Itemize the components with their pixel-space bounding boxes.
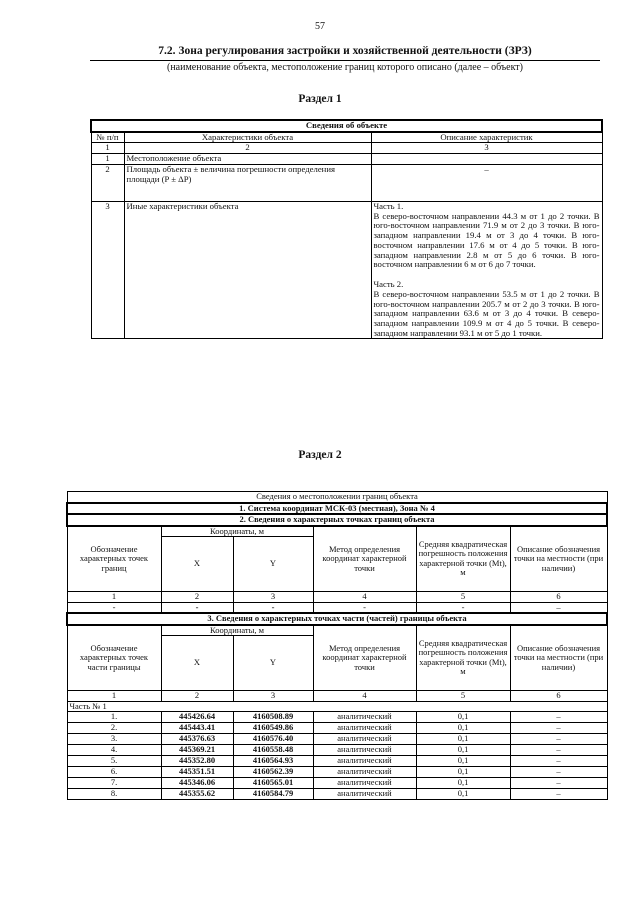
point-number: 1.	[67, 712, 161, 723]
point-y: 4160558.48	[233, 745, 313, 756]
page-number: 57	[315, 21, 325, 32]
point-number: 5.	[67, 756, 161, 767]
point-number: 2.	[67, 723, 161, 734]
point-method: аналитический	[313, 723, 416, 734]
point-x: 445346.06	[161, 778, 233, 789]
point-desc: –	[510, 745, 607, 756]
object-info-table	[90, 119, 603, 339]
point-y: 4160564.93	[233, 756, 313, 767]
part1-text: В северо-восточном направлении 44.3 м от 1 до 2 точки. В юго-восточном направлении 71.9 м от 2 до 3 точки. В юго-западном направлении 19.4 м от 3 до 4 точки. В юго-восточном направлении 17.6 м от 4 до 5 точки. В юго-западном направлении 2.8 м от 5 до 6 точки. В юго-восточном направлении 6 м от 6 до 7 точки.	[373, 210, 600, 270]
table-row	[67, 745, 607, 756]
empty-cell: -	[416, 602, 510, 613]
object-info-title: Сведения об объекте	[91, 120, 602, 132]
col-header-description: Описание характеристик	[371, 132, 602, 143]
col-number: 3	[371, 143, 602, 154]
point-x: 445351.51	[161, 767, 233, 778]
h1-x: X	[161, 537, 233, 592]
row-description	[371, 154, 602, 165]
point-error: 0,1	[416, 723, 510, 734]
points-title: 2. Сведения о характерных точках границ объекта	[67, 514, 607, 526]
h2-error: Средняя квадратическая погрешность положения характерной точки (Mt), м	[416, 625, 510, 691]
point-desc: –	[510, 789, 607, 800]
point-error: 0,1	[416, 778, 510, 789]
h2-coords: Координаты, м	[161, 625, 313, 636]
table-row	[67, 712, 607, 723]
point-error: 0,1	[416, 712, 510, 723]
point-x: 445443.41	[161, 723, 233, 734]
boundary-table-title: Сведения о местоположении границ объекта	[67, 492, 607, 503]
col-number: 4	[313, 592, 416, 603]
empty-cell: -	[161, 602, 233, 613]
part2-text: В северо-восточном направлении 53.5 м от 1 до 2 точки. В юго-восточном направлении 205.7 м от 2 до 3 точки. В юго-западном направлении 63.6 м от 3 до 4 точки. В северо-западном направлении 109.9 м от 4 до 5 точки. В северо-западном направлении 93.1 м от 5 до 1 точки.	[373, 288, 600, 338]
col-number: 4	[313, 691, 416, 702]
row-number: 1	[91, 154, 124, 165]
point-number: 7.	[67, 778, 161, 789]
point-y: 4160562.39	[233, 767, 313, 778]
h2-x: X	[161, 636, 233, 691]
part1-label: Часть 1.	[373, 200, 404, 211]
col-number: 5	[416, 592, 510, 603]
table-row	[67, 734, 607, 745]
point-number: 8.	[67, 789, 161, 800]
col-number: 1	[91, 143, 124, 154]
col-number: 2	[124, 143, 371, 154]
point-y: 4160508.89	[233, 712, 313, 723]
section2-title: Раздел 2	[298, 449, 342, 461]
point-error: 0,1	[416, 745, 510, 756]
h1-method: Метод определения координат характерной точки	[313, 526, 416, 592]
row-description	[371, 201, 602, 339]
point-desc: –	[510, 734, 607, 745]
point-method: аналитический	[313, 756, 416, 767]
point-y: 4160584.79	[233, 789, 313, 800]
col-number: 6	[510, 592, 607, 603]
col-number: 5	[416, 691, 510, 702]
table-row	[67, 723, 607, 734]
col-number: 1	[67, 592, 161, 603]
h2-label: Обозначение характерных точек части границы	[67, 625, 161, 691]
table-row	[67, 778, 607, 789]
heading-rule	[90, 60, 600, 61]
parts-title: 3. Сведения о характерных точках части (частей) границы объекта	[67, 613, 607, 625]
point-y: 4160549.86	[233, 723, 313, 734]
row-number: 3	[91, 201, 124, 339]
col-number: 2	[161, 691, 233, 702]
empty-cell: -	[233, 602, 313, 613]
point-number: 4.	[67, 745, 161, 756]
empty-cell: -	[67, 602, 161, 613]
col-number: 2	[161, 592, 233, 603]
boundary-table	[66, 491, 608, 800]
point-method: аналитический	[313, 767, 416, 778]
point-number: 6.	[67, 767, 161, 778]
table-row	[67, 756, 607, 767]
point-error: 0,1	[416, 756, 510, 767]
coord-system: 1. Система координат МСК-03 (местная), Зона № 4	[67, 503, 607, 515]
table-row	[67, 602, 607, 613]
section1-title: Раздел 1	[298, 93, 342, 105]
table-row	[67, 789, 607, 800]
h2-y: Y	[233, 636, 313, 691]
h1-desc: Описание обозначения точки на местности (при наличии)	[510, 526, 607, 592]
h1-coords: Координаты, м	[161, 526, 313, 537]
point-error: 0,1	[416, 767, 510, 778]
table-row	[91, 201, 602, 339]
col-number: 6	[510, 691, 607, 702]
point-number: 3.	[67, 734, 161, 745]
col-header-num: № п/п	[91, 132, 124, 143]
part2-label: Часть 2.	[373, 279, 404, 290]
point-y: 4160576.40	[233, 734, 313, 745]
table-row	[91, 164, 602, 201]
col-number: 1	[67, 691, 161, 702]
point-desc: –	[510, 778, 607, 789]
zone-subheading: (наименование объекта, местоположение границ которого описано (далее – объект)	[166, 62, 524, 73]
point-method: аналитический	[313, 789, 416, 800]
h1-error: Средняя квадратическая погрешность положения характерной точки (Mt), м	[416, 526, 510, 592]
col-number: 3	[233, 691, 313, 702]
point-desc: –	[510, 767, 607, 778]
row-number: 2	[91, 164, 124, 201]
col-header-characteristic: Характеристики объекта	[124, 132, 371, 143]
point-x: 445355.62	[161, 789, 233, 800]
empty-cell: -	[313, 602, 416, 613]
point-method: аналитический	[313, 778, 416, 789]
point-method: аналитический	[313, 734, 416, 745]
zone-heading: 7.2. Зона регулирования застройки и хозяйственной деятельности (ЗРЗ)	[158, 45, 532, 57]
point-x: 445352.80	[161, 756, 233, 767]
point-error: 0,1	[416, 789, 510, 800]
row-description: –	[371, 164, 602, 201]
col-number: 3	[233, 592, 313, 603]
h1-y: Y	[233, 537, 313, 592]
point-method: аналитический	[313, 745, 416, 756]
point-error: 0,1	[416, 734, 510, 745]
h2-method: Метод определения координат характерной точки	[313, 625, 416, 691]
part-label: Часть № 1	[67, 701, 607, 712]
point-x: 445376.63	[161, 734, 233, 745]
point-y: 4160565.01	[233, 778, 313, 789]
row-characteristic: Местоположение объекта	[124, 154, 371, 165]
h1-label: Обозначение характерных точек границ	[67, 526, 161, 592]
point-method: аналитический	[313, 712, 416, 723]
point-x: 445426.64	[161, 712, 233, 723]
table-row	[67, 767, 607, 778]
row-characteristic: Иные характеристики объекта	[124, 201, 371, 339]
point-desc: –	[510, 723, 607, 734]
point-x: 445369.21	[161, 745, 233, 756]
empty-cell: –	[510, 602, 607, 613]
row-characteristic: Площадь объекта ± величина погрешности определения площади (P ± ΔP)	[124, 164, 371, 201]
point-desc: –	[510, 712, 607, 723]
h2-desc: Описание обозначения точки на местности (при наличии)	[510, 625, 607, 691]
table-row	[91, 154, 602, 165]
point-desc: –	[510, 756, 607, 767]
